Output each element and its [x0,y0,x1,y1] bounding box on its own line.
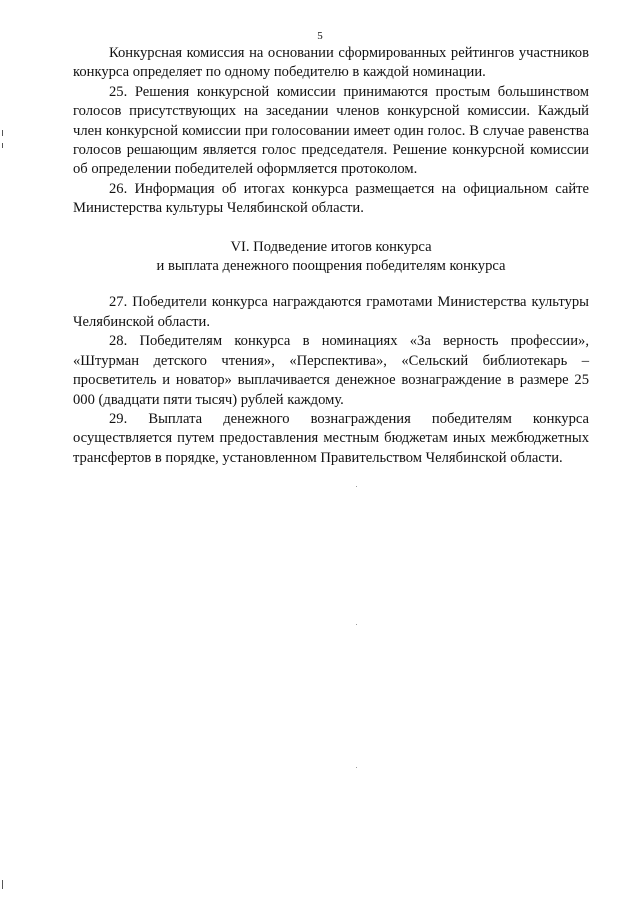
scan-dot [356,624,357,625]
paragraph-item-25: 25. Решения конкурсной комиссии принимаются простым большинством голосов присутствующих на заседании членов конкурсной комиссии. Каждый член конкурсной комиссии при голосовании имеет один голос. В случае равенства голосов решающим является голос председателя. Решение конкурсной комиссии об определении победителей оформляется протоколом. [73,83,589,178]
paragraph-item-26: 26. Информация об итогах конкурса размещается на официальном сайте Министерства культуры Челябинской области. [73,180,589,217]
paragraph-commission-winners: Конкурсная комиссия на основании сформированных рейтингов участников конкурса определяет по одному победителю в каждой номинации. [73,45,589,81]
paragraph-item-29: 29. Выплата денежного вознаграждения победителям конкурса осуществляется путем предоставления местным бюджетам иных межбюджетных трансфертов в порядке, установленном Правительством Челябинской области. [73,410,589,466]
section-heading [73,238,589,277]
paragraph-item-27: 27. Победители конкурса награждаются грамотами Министерства культуры Челябинской области. [73,294,589,330]
page-number: 5 [317,30,323,42]
binding-mark [2,880,3,889]
paragraph-item-28: 28. Победителям конкурса в номинациях «За верность профессии», «Штурман детского чтения», «Перспектива», «Сельский библиотекарь – просветитель и новатор» выплачивается денежное вознаграждение в размере 25 000 (двадцати пяти тысяч) рублей каждому. [73,333,589,408]
document-body [73,44,589,468]
section-heading-line-1: VI. Подведение итогов конкурса [230,238,432,255]
section-heading-line-2: и выплата денежного поощрения победителям конкурса [156,258,506,275]
scan-dot [356,767,357,768]
scan-dot [356,486,357,487]
binding-mark [2,130,3,136]
binding-mark [2,143,3,148]
